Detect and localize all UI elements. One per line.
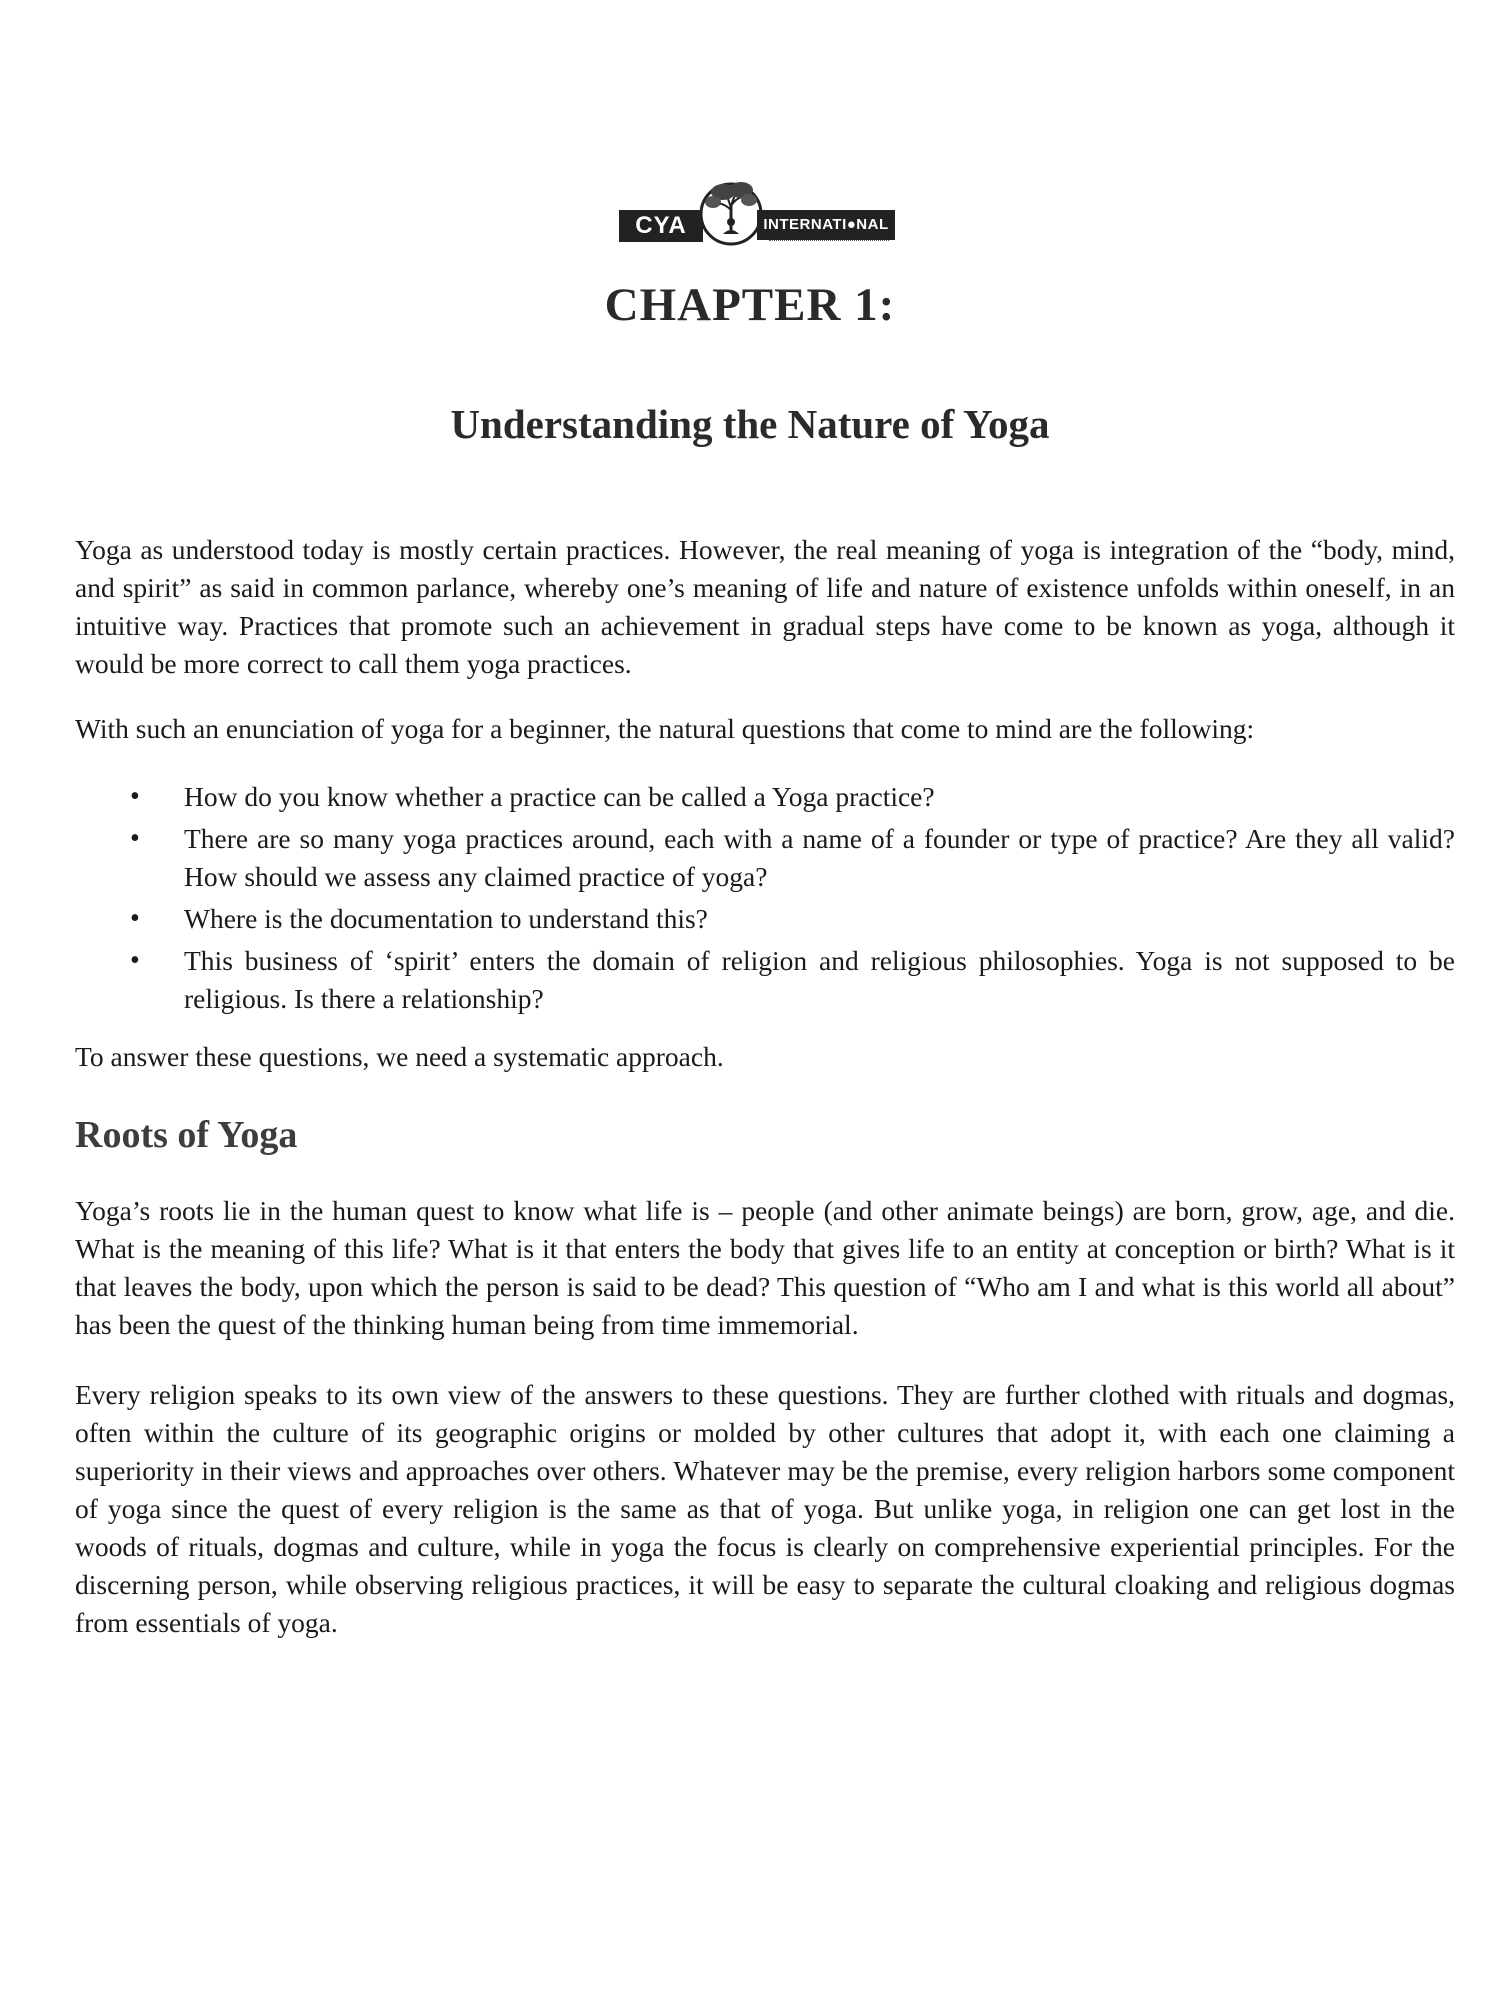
questions-list (75, 778, 1455, 1018)
chapter-label: CHAPTER 1: (604, 279, 896, 331)
section-heading-roots-of-yoga: Roots of Yoga (75, 1114, 298, 1156)
list-item: • How do you know whether a practice can be called a Yoga practice? (75, 778, 1455, 816)
logo-cya-label: CYA (619, 210, 703, 242)
list-item: • Where is the documentation to understand this? (75, 900, 1455, 938)
roots-paragraph-1: Yoga’s roots lie in the human quest to know what life is – people (and other animate beings) are born, grow, age, and die. What is the meaning of this life? What is it that enters the body that gives life to an entity at conception or birth? What is it that leaves the body, upon which the person is said to be dead? This question of “Who am I and what is this world all about” has been the quest of the thinking human being from time immemorial. (75, 1195, 1455, 1340)
intro-paragraph-2: With such an enunciation of yoga for a beginner, the natural questions that come to mind are the following: (75, 713, 1255, 744)
intro-paragraph-3: To answer these questions, we need a systematic approach. (75, 1041, 724, 1072)
logo-international-label: INTERNATI●NAL (757, 210, 895, 240)
list-item: • There are so many yoga practices around, each with a name of a founder or type of practice? Are they all valid? How should we assess any claimed practice of yoga? (75, 820, 1455, 896)
chapter-body (75, 531, 1455, 1642)
cya-international-logo (619, 176, 895, 246)
list-item: • This business of ‘spirit’ enters the domain of religion and religious philosophies. Yoga is not supposed to be religious. Is there a relationship? (75, 942, 1455, 1018)
intro-paragraph-1: Yoga as understood today is mostly certain practices. However, the real meaning of yoga is integration of the “body, mind, and spirit” as said in common parlance, whereby one’s meaning of life and nature of existence unfolds within oneself, in an intuitive way. Practices that promote such an achievement in gradual steps have come to be known as yoga, although it would be more correct to call them yoga practices. (75, 534, 1455, 679)
logo-tagline-rule (769, 240, 889, 245)
roots-paragraph-2: Every religion speaks to its own view of the answers to these questions. They are further clothed with rituals and dogmas, often within the culture of its geographic origins or molded by other cultures that adopt it, with each one claiming a superiority in their views and approaches over others. Whatever may be the premise, every religion harbors some component of yoga since the quest of every religion is the same as that of yoga. But unlike yoga, in religion one can get lost in the woods of rituals, dogmas and culture, while in yoga the focus is clearly on comprehensive experiential principles. For the discerning person, while observing religious practices, it will be easy to separate the cultural cloaking and religious dogmas from essentials of yoga. (75, 1379, 1455, 1638)
chapter-title: Understanding the Nature of Yoga (450, 401, 1050, 447)
